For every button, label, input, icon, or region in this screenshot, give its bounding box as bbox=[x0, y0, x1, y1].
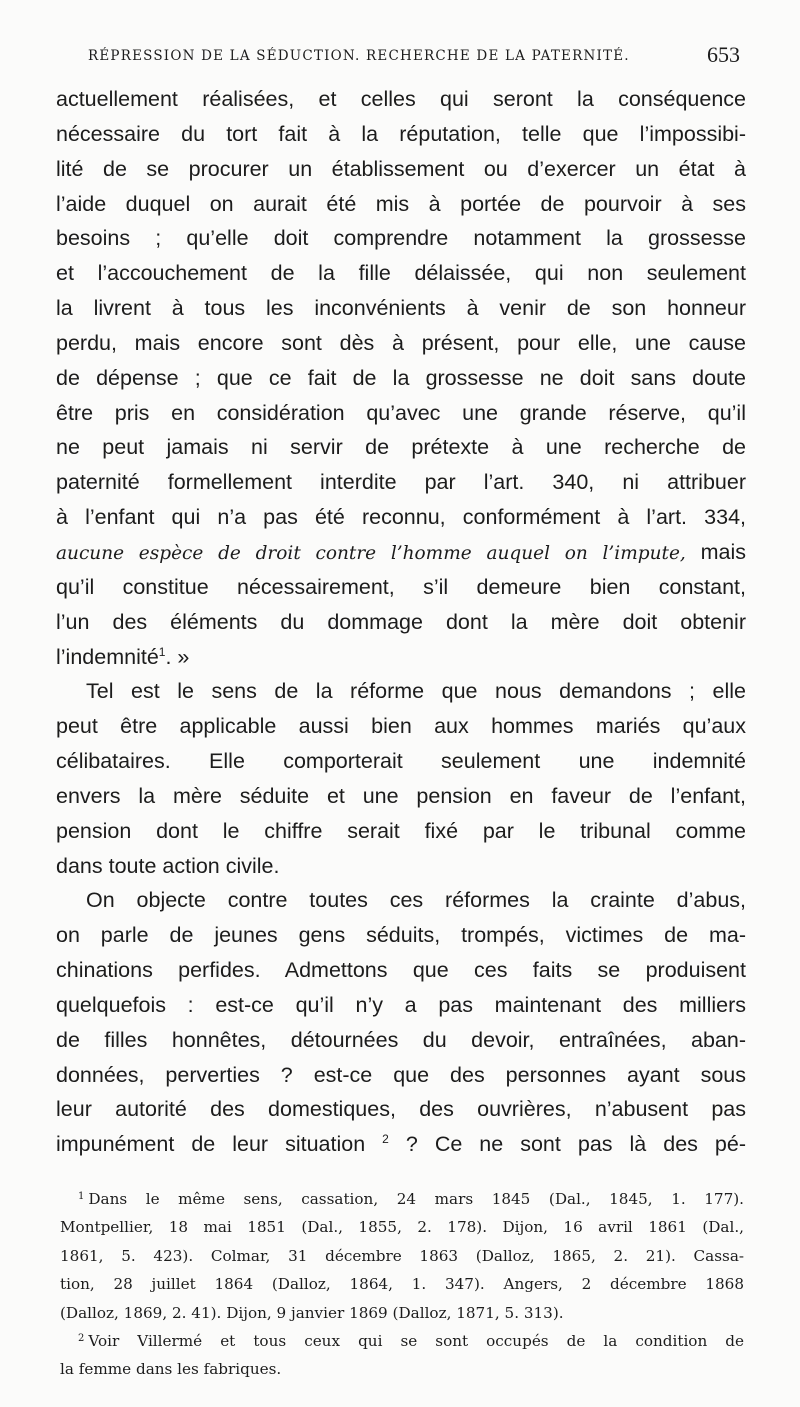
footnote-line: tion, 28 juillet 1864 (Dalloz, 1864, 1. 347). Angers, 2 décembre 1868 bbox=[60, 1275, 744, 1294]
text-line: perdu, mais encore sont dès à présent, pour elle, une cause bbox=[56, 330, 746, 355]
footnote-line: (Dalloz, 1869, 2. 41). Dijon, 9 janvier 1869 (Dalloz, 1871, 5. 313). bbox=[60, 1303, 564, 1322]
text-line: On objecte contre toutes ces réformes la crainte d’abus, bbox=[86, 888, 746, 913]
text-line: la livrent à tous les inconvénients à venir de son honneur bbox=[56, 296, 746, 321]
text-line: ne peut jamais ni servir de prétexte à une recherche de bbox=[56, 435, 746, 460]
text-line: à l’enfant qui n’a pas été reconnu, conformément à l’art. 334, bbox=[56, 505, 746, 530]
footnote-marker-2: 2 bbox=[78, 1332, 85, 1344]
text-line: Tel est le sens de la réforme que nous demandons ; elle bbox=[86, 679, 746, 704]
text-line: l’un des éléments du dommage dont la mère doit obtenir bbox=[56, 609, 746, 634]
line-start: impunément de leur situation bbox=[56, 1132, 383, 1157]
page-number: 653 bbox=[707, 42, 740, 67]
footnote-line bbox=[60, 1327, 744, 1355]
text-line: nécessaire du tort fait à la réputation, telle que l’impossibi- bbox=[56, 121, 746, 146]
text-line: données, perverties ? est-ce que des personnes ayant sous bbox=[56, 1062, 746, 1087]
text-line: être pris en considération qu’avec une grande réserve, qu’il bbox=[56, 400, 746, 425]
text-line: pension dont le chiffre serait fixé par le tribunal comme bbox=[56, 818, 746, 843]
text-line: actuellement réalisées, et celles qui seront la conséquence bbox=[56, 87, 746, 111]
paragraph-end-line bbox=[56, 640, 746, 675]
text-line: et l’accouchement de la fille délaissée, qui non seulement bbox=[56, 261, 746, 286]
italic-phrase: aucune espèce de droit contre l’homme auquel on l’impute, bbox=[56, 542, 686, 564]
italic-text-line bbox=[56, 535, 746, 570]
footnote-line: la femme dans les fabriques. bbox=[60, 1360, 282, 1379]
text-line: chinations perfides. Admettons que ces faits se produisent bbox=[56, 958, 746, 983]
text-line: de filles honnêtes, détournées du devoir, entraînées, aban- bbox=[56, 1027, 746, 1052]
footnote-line: Montpellier, 18 mai 1851 (Dal., 1855, 2. 178). Dijon, 16 avril 1861 (Dal., bbox=[60, 1218, 744, 1237]
text-line: peut être applicable aussi bien aux hommes mariés qu’aux bbox=[56, 714, 746, 739]
text-line: envers la mère séduite et une pension en faveur de l’enfant, bbox=[56, 783, 746, 808]
text-line: qu’il constitue nécessairement, s’il demeure bien constant, bbox=[56, 574, 746, 599]
text-line: quelquefois : est-ce qu’il n’y a pas maintenant des milliers bbox=[56, 992, 746, 1017]
text-line-with-ref bbox=[56, 1127, 746, 1162]
text-line: de dépense ; que ce fait de la grossesse ne doit sans doute bbox=[56, 365, 746, 390]
line-end: ? Ce ne sont pas là des pé- bbox=[388, 1132, 746, 1157]
footnote-text: Voir Villermé et tous ceux qui se sont occupés de la condition de bbox=[88, 1331, 744, 1350]
footnote-ref-2: 2 bbox=[382, 1132, 389, 1147]
footnotes bbox=[60, 1185, 744, 1384]
closing-punct: . » bbox=[165, 644, 190, 669]
footnote-line bbox=[60, 1185, 744, 1213]
text-line: paternité formellement interdite par l’art. 340, ni attribuer bbox=[56, 470, 746, 495]
text-line: célibataires. Elle comporterait seulement une indemnité bbox=[56, 749, 746, 774]
closing-word: l’indemnité bbox=[56, 644, 159, 669]
footnote-ref-1: 1 bbox=[158, 644, 166, 659]
roman-phrase: mais bbox=[685, 539, 746, 564]
text-line: dans toute action civile. bbox=[56, 853, 280, 878]
text-line: l’aide duquel on aurait été mis à portée de pourvoir à ses bbox=[56, 191, 746, 216]
footnote-marker-1: 1 bbox=[78, 1191, 85, 1202]
body-text bbox=[56, 82, 746, 1162]
running-head bbox=[60, 42, 740, 72]
text-line: leur autorité des domestiques, des ouvrières, n’abusent pas bbox=[56, 1097, 746, 1122]
footnote-text: Dans le même sens, cassation, 24 mars 1845 (Dal., 1845, 1. 177). bbox=[88, 1190, 744, 1208]
text-line: on parle de jeunes gens séduits, trompés, victimes de ma- bbox=[56, 923, 746, 948]
running-title: RÉPRESSION DE LA SÉDUCTION. RECHERCHE DE LA PATERNITÉ. bbox=[88, 48, 630, 64]
text-line: besoins ; qu’elle doit comprendre notamment la grossesse bbox=[56, 226, 746, 251]
text-line: lité de se procurer un établissement ou d’exercer un état à bbox=[56, 156, 746, 181]
footnote-line: 1861, 5. 423). Colmar, 31 décembre 1863 (Dalloz, 1865, 2. 21). Cassa- bbox=[60, 1246, 744, 1265]
